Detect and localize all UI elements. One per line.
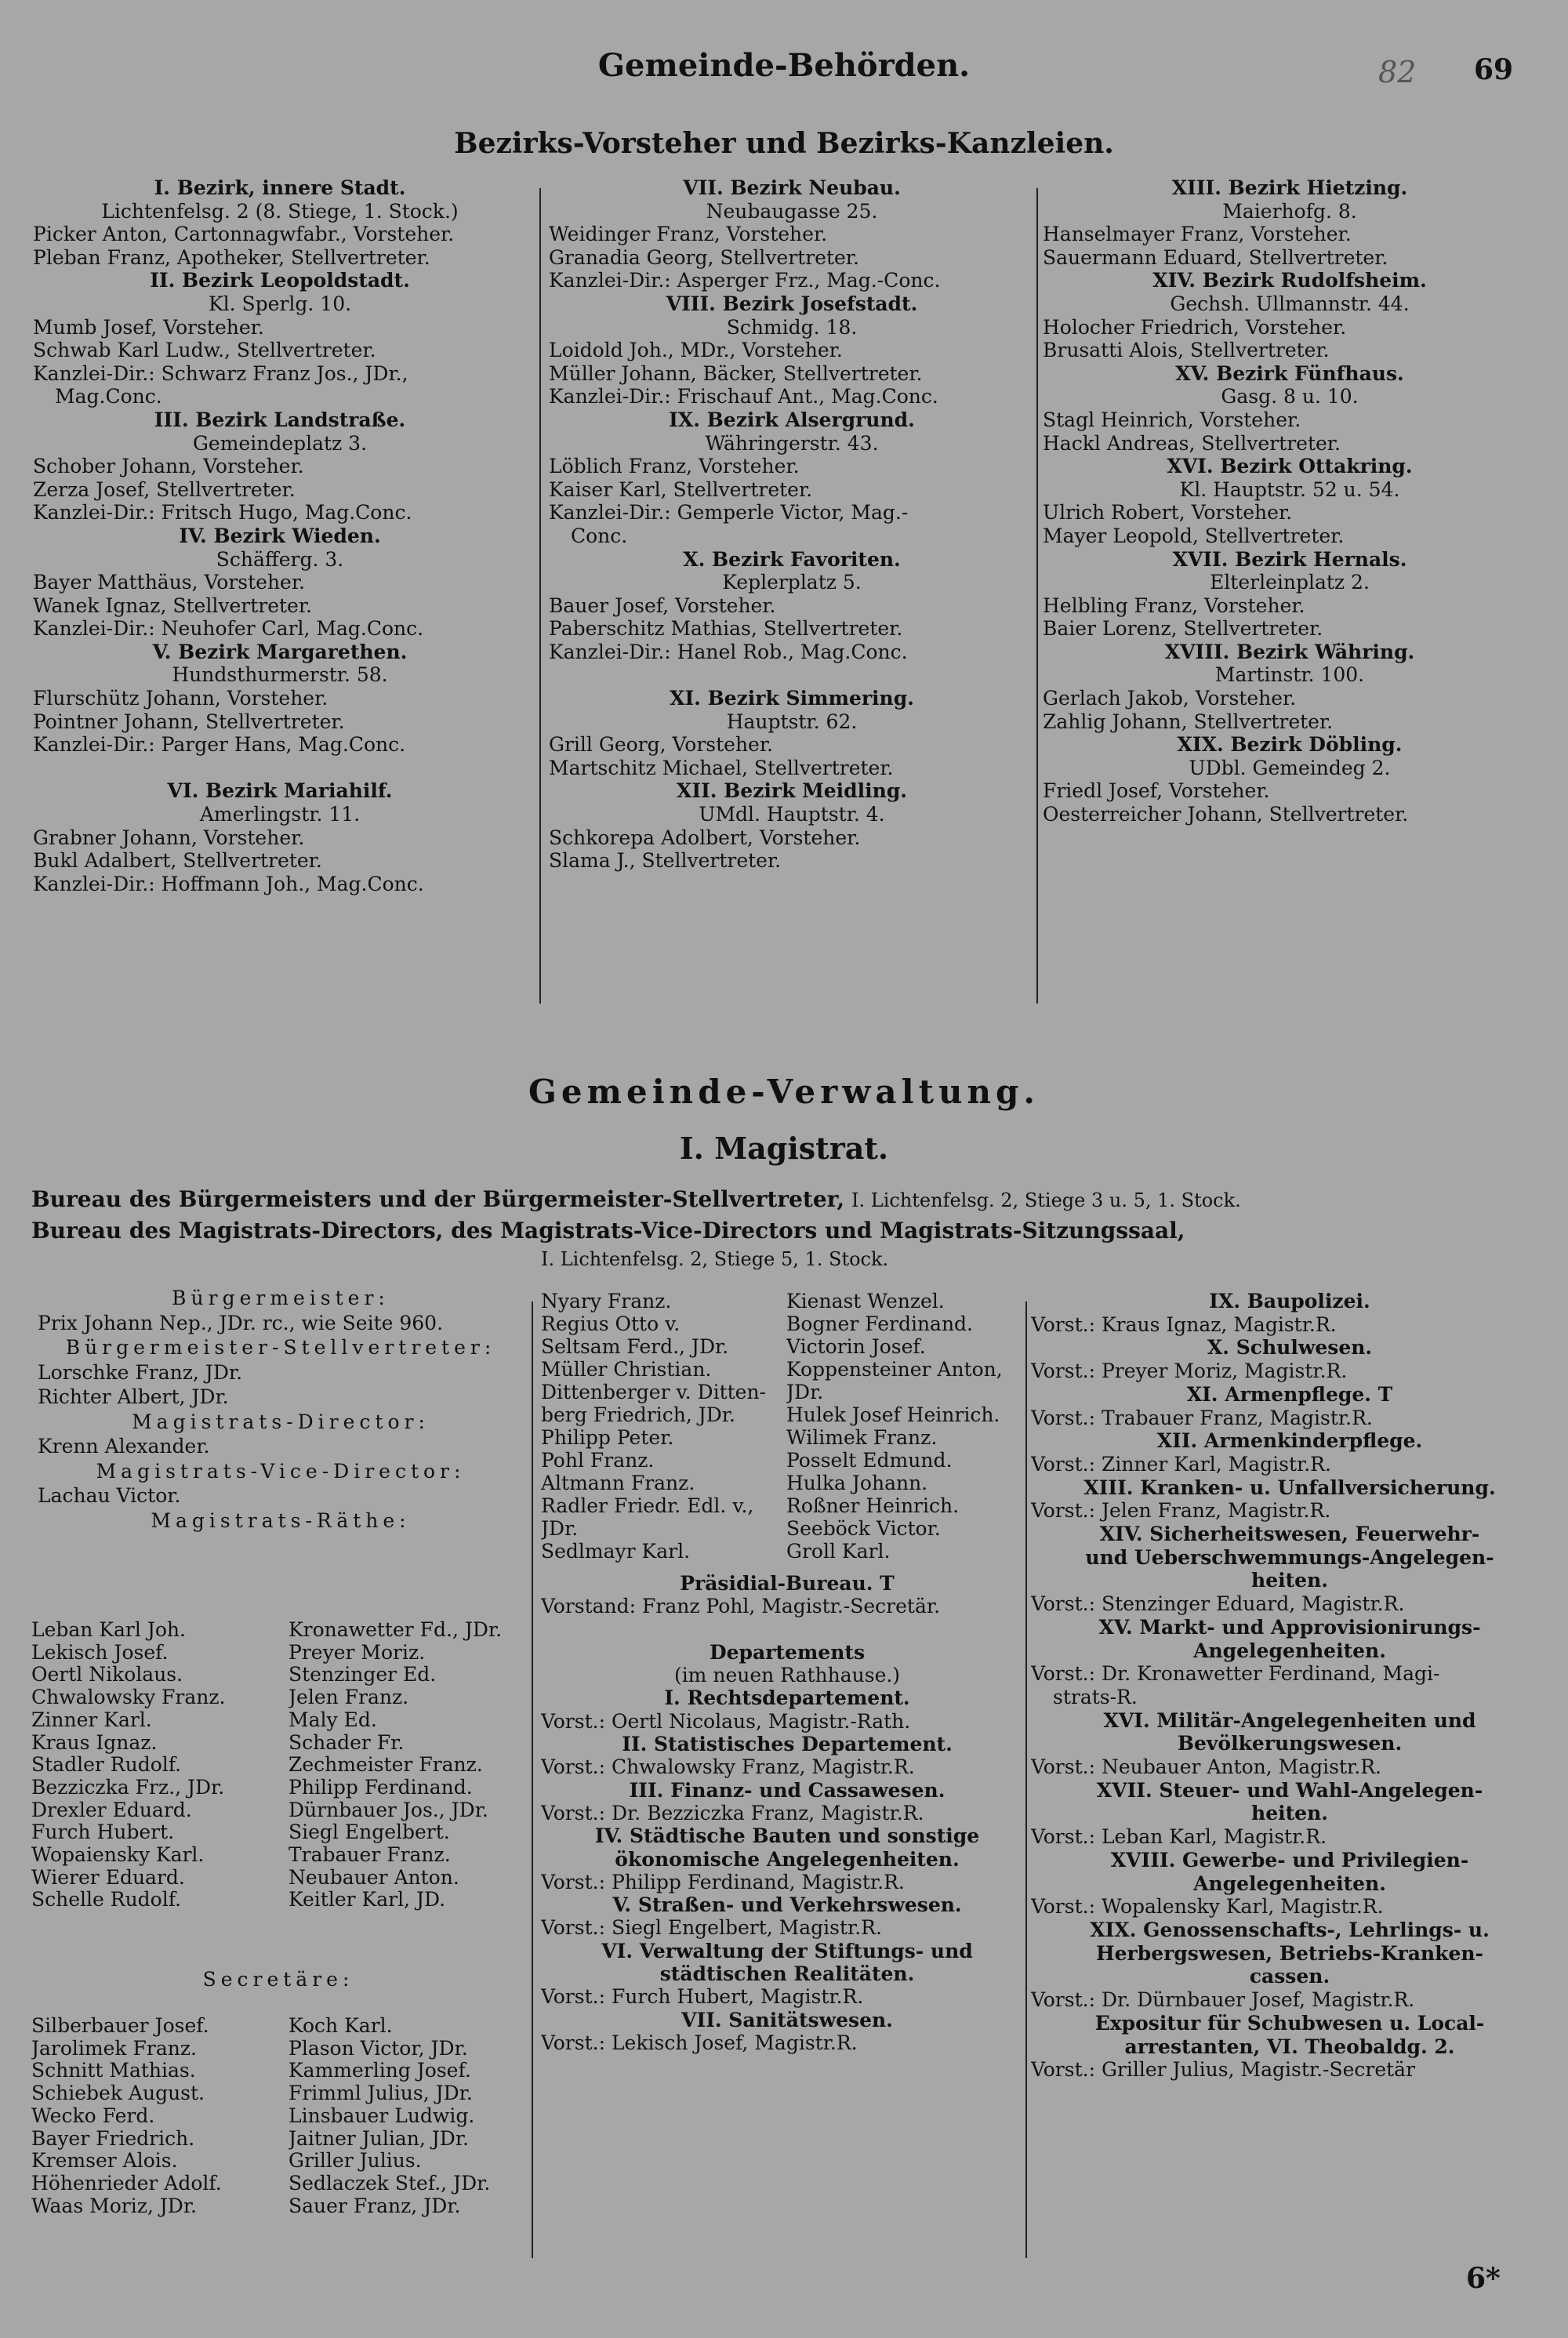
bureau-2-address: I. Lichtenfelsg. 2, Stiege 5, 1. Stock. [541,1248,889,1270]
bureau-line-1 [31,1186,1544,1212]
text-line: Krenn Alexander. [38,1435,210,1458]
text-line: Gerlach Jakob, Vorsteher. [1043,687,1297,710]
text-line: Vorst.: Dr. Dürnbauer Josef, Magistr.R. [1031,1988,1415,2012]
text-line: Conc. [571,524,628,547]
text-line: Dittenberger v. Ditten- [541,1381,766,1403]
text-line: Schiebek August. [31,2082,205,2105]
text-line: strats-R. [1053,1685,1138,1708]
text-line: Stagl Heinrich, Vorsteher. [1043,408,1301,431]
text-line: Bauer Josef, Vorsteher. [549,594,776,617]
text-line: Waas Moriz, JDr. [31,2195,197,2217]
section-heading: Bevölkerungswesen. [1177,1732,1403,1755]
text-line: Vorst.: Dr. Bezziczka Franz, Magistr.R. [541,1801,924,1824]
text-line: Vorst.: Neubauer Anton, Magistr.R. [1031,1755,1381,1779]
section-heading: XIV. Bezirk Rudolfsheim. [1152,269,1427,292]
text-line: Kl. Sperlg. 10. [208,292,352,315]
section-heading: XI. Bezirk Simmering. [670,687,914,710]
section-heading: I. Bezirk, innere Stadt. [154,176,406,199]
section-heading: V. Bezirk Margarethen. [152,640,408,663]
text-line: Koch Karl. [289,2015,393,2037]
section-heading: IX. Bezirk Alsergrund. [669,408,915,431]
section-heading: XIX. Bezirk Döbling. [1177,733,1403,757]
text-line: Hulka Johann. [786,1472,928,1494]
text-line: Hulek Josef Heinrich. [786,1403,1000,1426]
text-line: Bukl Adalbert, Stellvertreter. [33,849,322,873]
text-line: Oesterreicher Johann, Stellvertreter. [1043,803,1409,826]
text-line: Vorst.: Preyer Moriz, Magistr.R. [1031,1360,1348,1383]
text-line: Prix Johann Nep., JDr. rc., wie Seite 960. [38,1311,444,1334]
text-line: Hackl Andreas, Stellvertreter. [1043,431,1341,455]
footer-signature: 6* [1466,2262,1501,2295]
section-title: Gemeinde-Verwaltung. [528,1073,1040,1111]
text-line: Bürgermeister-Stellvertreter: [65,1336,496,1359]
section-heading: städtischen Realitäten. [659,1962,915,1986]
text-line: Seeböck Victor. [786,1517,941,1540]
text-line: Friedl Josef, Vorsteher. [1043,779,1270,803]
spacer [549,663,1035,687]
section-heading: II. Statistisches Departement. [622,1733,953,1756]
text-line: JDr. [786,1381,824,1403]
text-line: Granadia Georg, Stellvertreter. [549,245,859,269]
text-line: Koppensteiner Anton, [786,1358,1003,1381]
text-line: Silberbauer Josef. [31,2015,209,2037]
section-heading: XV. Bezirk Fünfhaus. [1175,361,1404,385]
section-heading: XI. Armenpflege. T [1186,1382,1393,1406]
text-line: Baier Lorenz, Stellvertreter. [1043,617,1323,641]
text-line: Schkorepa Adolbert, Vorsteher. [549,826,861,849]
departements-right-column [1031,1290,1548,2082]
text-line: Amerlingstr. 11. [199,803,361,826]
text-line: Mumb Josef, Vorsteher. [33,315,264,339]
section-heading: Angelegenheiten. [1193,1871,1386,1895]
text-line: Oertl Nikolaus. [31,1664,183,1686]
text-line: Kl. Hauptstr. 52 u. 54. [1179,477,1400,501]
text-line: Kienast Wenzel. [786,1290,945,1312]
text-line: Kanzlei-Dir.: Schwarz Franz Jos., JDr., [33,361,408,385]
text-line: Martinstr. 100. [1214,663,1365,687]
text-line: Vorst.: Leban Karl, Magistr.R. [1031,1825,1327,1849]
section-heading: arrestanten, VI. Theobaldg. 2. [1124,2035,1455,2058]
text-line: Griller Julius. [289,2150,422,2173]
text-line: Richter Albert, JDr. [38,1385,229,1408]
text-line: Schäfferg. 3. [216,547,344,571]
text-line: Gemeindeplatz 3. [192,431,368,455]
text-line: Regius Otto v. [541,1312,681,1335]
text-line: Weidinger Franz, Vorsteher. [549,223,828,246]
section-heading: IX. Baupolizei. [1209,1290,1370,1312]
text-line: Kammerling Josef. [289,2060,471,2082]
magistrat-middle-column-b [786,1290,1033,1563]
column-divider [1036,188,1038,1004]
text-line: Sedlaczek Stef., JDr. [289,2172,491,2195]
text-line: Mayer Leopold, Stellvertreter. [1043,524,1345,547]
text-line: Pointner Johann, Stellvertreter. [33,710,345,733]
section-subtitle: I. Magistrat. [679,1131,889,1166]
section-heading: X. Bezirk Favoriten. [683,547,901,571]
text-line: Leban Karl Joh. [31,1619,186,1641]
text-line: Paberschitz Mathias, Stellvertreter. [549,617,903,641]
bureau-2-name: Bureau des Magistrats-Directors, des Magistrats-Vice-Directors und Magistrats-Sitzungssaal, [31,1218,1185,1243]
section-heading: heiten. [1251,1802,1328,1825]
text-line: (im neuen Rathhause.) [673,1664,901,1687]
text-line: Kanzlei-Dir.: Neuhofer Carl, Mag.Conc. [33,617,424,641]
text-line: Vorst.: Kraus Ignaz, Magistr.R. [1031,1312,1337,1336]
text-line: Vorst.: Stenzinger Eduard, Magistr.R. [1031,1592,1405,1616]
text-line: Höhenrieder Adolf. [31,2172,222,2195]
section-heading: XVI. Bezirk Ottakring. [1167,455,1413,478]
section-heading: Angelegenheiten. [1193,1639,1386,1662]
text-line: Martschitz Michael, Stellvertreter. [549,756,894,779]
section-heading: II. Bezirk Leopoldstadt. [150,269,410,292]
bureau-1-address: I. Lichtenfelsg. 2, Stiege 3 u. 5, 1. Stock. [851,1189,1241,1211]
text-line: Jarolimek Franz. [31,2037,197,2060]
text-line: Schmidg. 18. [726,315,858,339]
column-divider [539,188,541,1004]
magistrat-middle-column-a [541,1290,792,1563]
departements-column [541,1572,1033,2054]
text-line: Vorst.: Siegl Engelbert, Magistr.R. [541,1916,882,1940]
text-line: Victorin Josef. [786,1335,926,1358]
text-line: Vorst.: Dr. Kronawetter Ferdinand, Magi- [1031,1662,1440,1686]
text-line: Stenzinger Ed. [289,1664,437,1686]
bureau-1-name: Bureau des Bürgermeisters und der Bürgermeister-Stellvertreter, [31,1186,845,1212]
text-line: Wilimek Franz. [786,1426,938,1449]
column-divider [532,1302,533,2258]
text-line: Flurschütz Johann, Vorsteher. [33,687,328,710]
secretaere-column-a [31,2015,282,2217]
text-line: Löblich Franz, Vorsteher. [549,455,800,478]
text-line: Kaiser Karl, Stellvertreter. [549,477,813,501]
text-line: Zechmeister Franz. [289,1754,483,1777]
section-heading: VIII. Bezirk Josefstadt. [666,292,918,315]
text-line: Schnitt Mathias. [31,2060,196,2082]
text-line: Müller Christian. [541,1358,712,1381]
text-line: Vorstand: Franz Pohl, Magistr.-Secretär. [541,1595,941,1618]
text-line: Magistrats-Vice-Director: [96,1459,466,1483]
text-line: Altmann Franz. [541,1472,695,1494]
magistrat-column-left [38,1286,524,1533]
text-line: UMdl. Hauptstr. 4. [699,803,885,826]
text-line: Hundsthurmerstr. 58. [172,663,388,687]
text-line: Lorschke Franz, JDr. [38,1360,243,1384]
text-line: UDbl. Gemeindeg 2. [1189,756,1391,779]
section-heading: X. Schulwesen. [1207,1336,1373,1360]
section-heading: XII. Bezirk Meidling. [676,779,908,803]
text-line: Kanzlei-Dir.: Gemperle Victor, Mag.- [549,501,909,525]
text-line: Vorst.: Philipp Ferdinand, Magistr.R. [541,1870,905,1893]
text-line: Picker Anton, Cartonnagwfabr., Vorsteher. [33,223,455,246]
text-line: berg Friedrich, JDr. [541,1403,735,1426]
text-line: Vorst.: Jelen Franz, Magistr.R. [1031,1499,1331,1523]
text-line: JDr. [541,1517,579,1540]
text-line: Zerza Josef, Stellvertreter. [33,477,296,501]
text-line: Ulrich Robert, Vorsteher. [1043,501,1293,525]
text-line: Bayer Friedrich. [31,2127,195,2150]
text-line: Keitler Karl, JD. [289,1889,446,1911]
text-line: Bürgermeister: [172,1287,390,1309]
text-line: Schober Johann, Vorsteher. [33,455,304,478]
text-line: Schader Fr. [289,1731,405,1754]
text-line: Radler Friedr. Edl. v., [541,1494,754,1517]
text-line: Kanzlei-Dir.: Fritsch Hugo, Mag.Conc. [33,501,412,525]
section-heading: XII. Armenkinderpflege. [1156,1429,1423,1453]
text-line: Holocher Friedrich, Vorsteher. [1043,315,1347,339]
text-line: Vorst.: Furch Hubert, Magistr.R. [541,1985,864,2009]
section-heading: IV. Städtische Bauten und sonstige [594,1824,980,1848]
text-line: Preyer Moriz. [289,1641,426,1664]
section-heading: und Ueberschwemmungs-Angelegen- [1085,1545,1494,1569]
section-heading: XIX. Genossenschafts-, Lehrlings- u. [1090,1918,1490,1941]
text-line: Sauermann Eduard, Stellvertreter. [1043,245,1388,269]
text-line: Pleban Franz, Apotheker, Stellvertreter. [33,245,430,269]
column-divider [1025,1302,1027,2258]
text-line: Pohl Franz. [541,1449,655,1472]
text-line: Jaitner Julian, JDr. [289,2127,469,2150]
text-line: Bogner Ferdinand. [786,1312,974,1335]
text-line: Hanselmayer Franz, Vorsteher. [1043,223,1352,246]
text-line: Müller Johann, Bäcker, Stellvertreter. [549,361,923,385]
handwritten-note: 82 [1378,55,1417,89]
text-line: Lekisch Josef. [31,1641,169,1664]
text-line: Vorst.: Zinner Karl, Magistr.R. [1031,1452,1331,1476]
text-line: Roßner Heinrich. [786,1494,960,1517]
districts-column-1 [33,176,527,895]
text-line: Gechsh. Ullmannstr. 44. [1170,292,1410,315]
text-line: Jelen Franz. [289,1686,409,1709]
section-heading: heiten. [1251,1569,1328,1592]
text-line: Grabner Johann, Vorsteher. [33,826,305,849]
text-line: Neubaugasse 25. [706,199,878,223]
section-heading: XVII. Steuer- und Wahl-Angelegen- [1096,1778,1483,1802]
districts-column-2 [549,176,1035,873]
text-line: Mag.Conc. [55,385,162,408]
section-heading: XIII. Kranken- u. Unfallversicherung. [1083,1476,1496,1499]
text-line: Vorst.: Oertl Nicolaus, Magistr.-Rath. [541,1709,911,1733]
text-line: Sauer Franz, JDr. [289,2195,461,2217]
page-title: Gemeinde-Behörden. [597,47,971,84]
text-line: Dürnbauer Jos., JDr. [289,1799,488,1821]
text-line: Kanzlei-Dir.: Asperger Frz., Mag.-Conc. [549,269,941,292]
text-line: Vorst.: Griller Julius, Magistr.-Secretär [1031,2058,1416,2082]
text-line: Helbling Franz, Vorsteher. [1043,594,1305,617]
section-heading: Präsidial-Bureau. T [680,1572,895,1595]
text-line: Philipp Peter. [541,1426,674,1449]
text-line: Kronawetter Fd., JDr. [289,1619,503,1641]
text-line: Maly Ed. [289,1708,377,1731]
text-line: Neubauer Anton. [289,1866,459,1889]
text-line: Kanzlei-Dir.: Frischauf Ant., Mag.Conc. [549,385,938,408]
text-line: Schelle Rudolf. [31,1889,182,1911]
text-line: Stadler Rudolf. [31,1754,182,1777]
text-line: Magistrats-Räthe: [151,1508,411,1532]
text-line: Kremser Alois. [31,2150,178,2173]
text-line: Zahlig Johann, Stellvertreter. [1043,710,1334,733]
section-heading: XVIII. Gewerbe- und Privilegien- [1110,1848,1469,1871]
text-line: Loidold Joh., MDr., Vorsteher. [549,339,843,362]
text-line: Brusatti Alois, Stellvertreter. [1043,339,1330,362]
section-heading: XVII. Bezirk Hernals. [1172,547,1407,571]
section-heading: I. Rechtsdepartement. [664,1686,910,1710]
text-line: Slama J., Stellvertreter. [549,849,782,873]
text-line: Schwab Karl Ludw., Stellvertreter. [33,339,376,362]
text-line: Vorst.: Lekisch Josef, Magistr.R. [541,2031,858,2054]
text-line: Trabauer Franz. [289,1844,451,1867]
section-heading: III. Finanz- und Cassawesen. [629,1778,946,1802]
text-line: Sedlmayr Karl. [541,1540,691,1563]
section-heading: Expositur für Schubwesen u. Local- [1094,2011,1485,2035]
text-line: Plason Victor, JDr. [289,2037,468,2060]
text-line: Keplerplatz 5. [722,571,862,594]
section-heading: IV. Bezirk Wieden. [179,524,381,547]
spacer [33,757,527,780]
section-heading: XVIII. Bezirk Währing. [1164,640,1415,663]
districts-column-3 [1043,176,1537,826]
section-heading: XIV. Sicherheitswesen, Feuerwehr- [1099,1523,1480,1546]
section-heading: XVI. Militär-Angelegenheiten und [1103,1708,1476,1732]
text-line: Elterleinplatz 2. [1210,571,1370,594]
section-heading: VI. Bezirk Mariahilf. [167,779,393,803]
text-line: Kanzlei-Dir.: Hoffmann Joh., Mag.Conc. [33,872,424,895]
text-line: Groll Karl. [786,1540,891,1563]
text-line: Posselt Edmund. [786,1449,953,1472]
text-line: Magistrats-Director: [132,1410,430,1433]
text-line: Frimml Julius, JDr. [289,2082,473,2105]
text-line: Kanzlei-Dir.: Parger Hans, Mag.Conc. [33,733,406,757]
raethe-column-b [289,1619,524,1911]
section-heading: cassen. [1249,1965,1330,1988]
text-line: Wierer Eduard. [31,1866,185,1889]
text-line: Siegl Engelbert. [289,1821,450,1844]
text-line: Wecko Ferd. [31,2104,155,2127]
section-heading: XV. Markt- und Approvisionirungs- [1098,1615,1481,1639]
section-heading: XIII. Bezirk Hietzing. [1171,176,1408,199]
section-heading: Departements [709,1640,866,1664]
text-line: Vorst.: Chwalowsky Franz, Magistr.R. [541,1755,915,1779]
text-line: Vorst.: Wopalensky Karl, Magistr.R. [1031,1895,1384,1919]
text-line: Lichtenfelsg. 2 (8. Stiege, 1. Stock.) [101,199,459,223]
section-heading: VII. Bezirk Neubau. [683,176,901,199]
text-line: Drexler Eduard. [31,1799,192,1821]
raethe-column-a [31,1619,282,1911]
districts-title: Bezirks-Vorsteher und Bezirks-Kanzleien. [454,127,1114,160]
text-line: Kanzlei-Dir.: Hanel Rob., Mag.Conc. [549,640,908,663]
text-line: Lachau Victor. [38,1484,181,1507]
text-line: Philipp Ferdinand. [289,1776,473,1799]
text-line: Nyary Franz. [541,1290,672,1312]
text-line: Bezziczka Frz., JDr. [31,1776,225,1799]
section-heading: VII. Sanitätswesen. [681,2008,893,2031]
text-line: Linsbauer Ludwig. [289,2104,475,2127]
text-line: Grill Georg, Vorsteher. [549,733,773,757]
spacer [541,1618,1033,1641]
text-line: Gasg. 8 u. 10. [1221,385,1359,408]
text-line: Furch Hubert. [31,1821,175,1844]
text-line: Seltsam Ferd., JDr. [541,1335,729,1358]
text-line: Maierhofg. 8. [1222,199,1357,223]
text-line: Währingerstr. 43. [705,431,879,455]
text-line: Wanek Ignaz, Stellvertreter. [33,594,312,617]
text-line: Bayer Matthäus, Vorsteher. [33,571,305,594]
section-heading: V. Straßen- und Verkehrswesen. [612,1893,962,1917]
secretaere-title: Secretäre: [202,1968,354,1991]
text-line: Hauptstr. 62. [726,710,858,733]
secretaere-column-b [289,2015,524,2217]
text-line: Kraus Ignaz. [31,1731,158,1754]
section-heading: Herbergswesen, Betriebs-Kranken- [1096,1941,1483,1965]
text-line: Wopaiensky Karl. [31,1844,205,1867]
section-heading: ökonomische Angelegenheiten. [615,1847,960,1871]
text-line: Vorst.: Trabauer Franz, Magistr.R. [1031,1406,1373,1429]
text-line: Zinner Karl. [31,1708,152,1731]
section-heading: III. Bezirk Landstraße. [154,408,406,431]
text-line: Chwalowsky Franz. [31,1686,226,1709]
page-number: 69 [1474,53,1514,86]
section-heading: VI. Verwaltung der Stiftungs- und [601,1939,973,1962]
